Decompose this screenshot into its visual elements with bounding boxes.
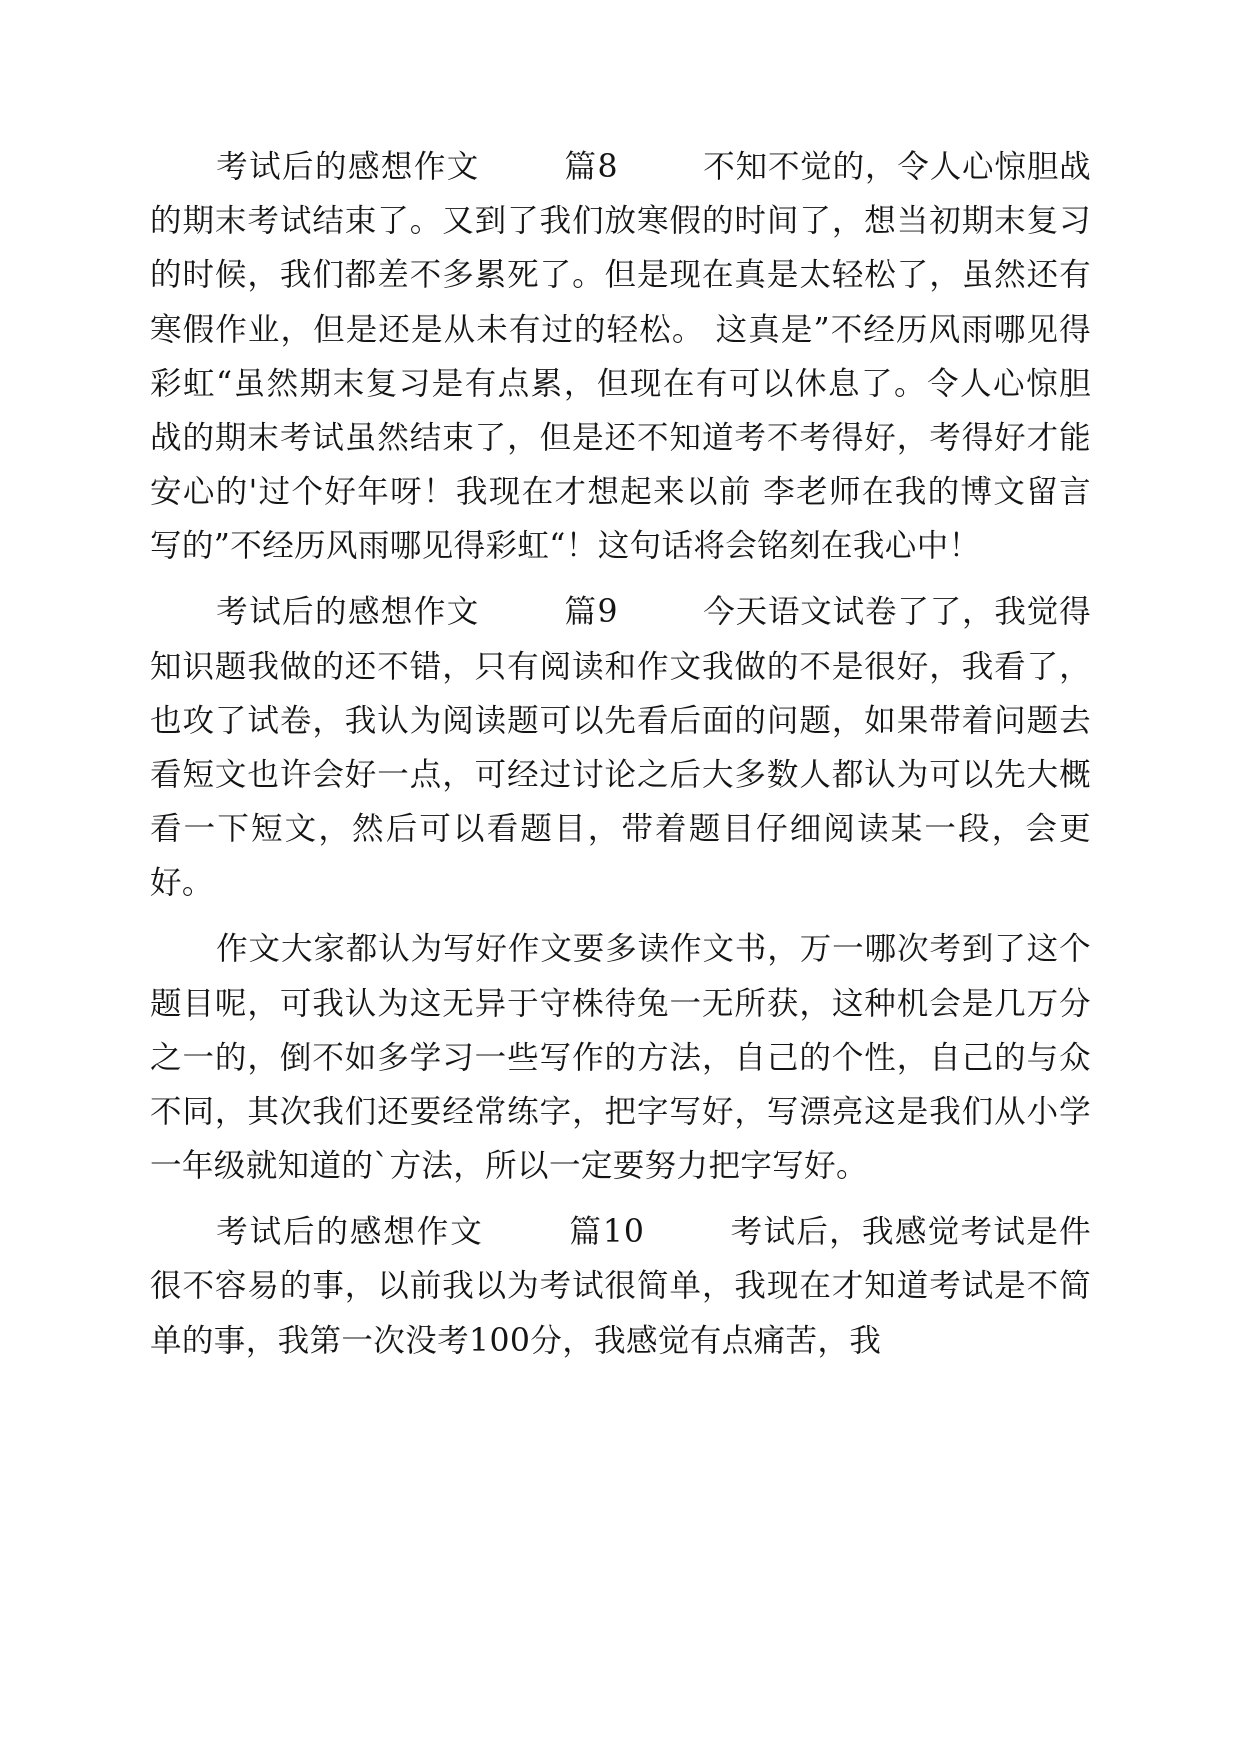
paragraph-essay-10 — [150, 1205, 1091, 1368]
essay-8-text: 不知不觉的，令人心惊胆战的期末考试结束了。又到了我们放寒假的时间了，想当初期末复习的时候，我们都差不多累死了。但是现在真是太轻松了，虽然还有寒假作业，但是还是从未有过的轻松。 这真是”不经历风雨哪见得彩虹“虽然期末复习是有点累，但现在有可以休息了。令人心惊胆战的期末考试虽然结束了，但是还不知道考不考得好，考得好才能安心的'过个好年呀！我现在才想起来以前 李老师在我的博文留言写的”不经历风雨哪见得彩虹“！这句话将会铭刻在我心中！ — [150, 149, 1091, 565]
essay-10-title: 考试后的感想作文 — [216, 1214, 484, 1251]
essay-9-title: 考试后的感想作文 — [216, 594, 480, 631]
essay-8-number: 篇8 — [564, 149, 619, 185]
document-body — [150, 140, 1091, 1368]
essay-8-title: 考试后的感想作文 — [216, 149, 480, 185]
essay-9-number: 篇9 — [564, 594, 619, 631]
essay-10-number: 篇10 — [569, 1214, 645, 1251]
essay-9-text: 今天语文试卷了了，我觉得知识题我做的还不错，只有阅读和作文我做的不是很好，我看了，也攻了试卷，我认为阅读题可以先看后面的问题，如果带着问题去看短文也许会好一点，可经过讨论之后大多数人都认为可以先大概看一下短文，然后可以看题目，带着题目仔细阅读某一段，会更好。 — [150, 594, 1091, 902]
essay-10-text: 考试后，我感觉考试是件很不容易的事，以前我以为考试很简单，我现在才知道考试是不简单的事，我第一次没考100分，我感觉有点痛苦，我 — [150, 1214, 1091, 1359]
paragraph-essay-9 — [150, 585, 1091, 910]
paragraph-essay-9-continued: 作文大家都认为写好作文要多读作文书，万一哪次考到了这个题目呢，可我认为这无异于守株待兔一无所获，这种机会是几万分之一的，倒不如多学习一些写作的方法，自己的个性，自己的与众不同，其次我们还要经常练字，把字写好，写漂亮这是我们从小学一年级就知道的`方法，所以一定要努力把字写好。 — [150, 931, 1091, 1185]
paragraph-essay-8 — [150, 140, 1091, 573]
